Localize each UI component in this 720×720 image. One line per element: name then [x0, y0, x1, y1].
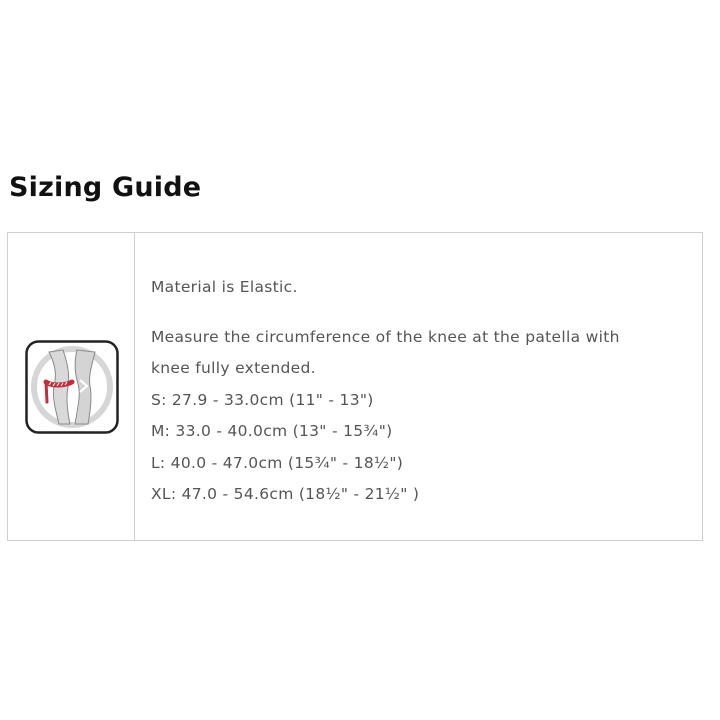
description-cell [135, 233, 702, 540]
instruction-text-line2: knee fully extended. [151, 359, 316, 377]
knee-measure-icon [25, 340, 119, 434]
icon-cell [8, 233, 135, 540]
size-medium: M: 33.0 - 40.0cm (13" - 15¾") [151, 422, 393, 440]
size-small: S: 27.9 - 33.0cm (11" - 13") [151, 390, 374, 409]
instruction-text-line1: Measure the circumference of the knee at the patella with [151, 327, 620, 346]
page-title: Sizing Guide [9, 172, 202, 203]
size-large: L: 40.0 - 47.0cm (15¾" - 18½") [151, 453, 404, 472]
material-text: Material is Elastic. [151, 278, 298, 296]
size-xlarge: XL: 47.0 - 54.6cm (18½" - 21½" ) [151, 485, 420, 503]
sizing-table [7, 232, 703, 541]
